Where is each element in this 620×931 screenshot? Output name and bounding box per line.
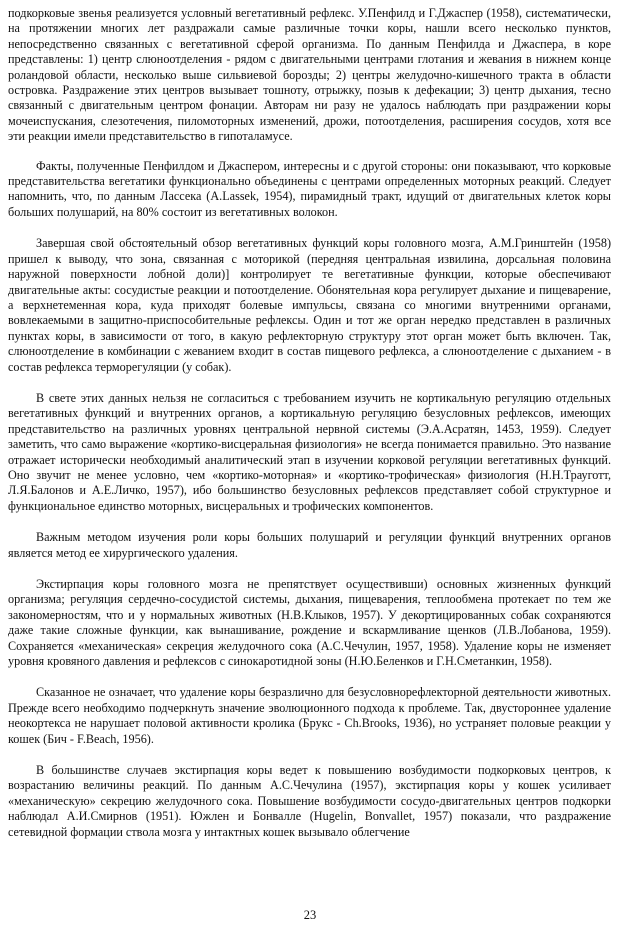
page-number: 23 [303,908,317,922]
paragraph-5: Важным методом изучения роли коры больших полушарий и регуляции функций внутренних органов является метод ее хирургического удаления. [8,530,611,560]
paragraph-8: В большинстве случаев экстирпация коры ведет к повышению возбудимости подкорковых центров, к возрастанию величины реакций. По данным А.С.Чечулина (1957), экстирпация коры у кошек усиливает «механическую» секрецию желудочного сока. Повышение возбудимости сосудо-двигательных центров подкорки наблюдал А.И.Смирнов (1951). Южлен и Бонвалле (Hugelin, Bonvallet, 1957) показали, что раздражение сетевидной формации ствола мозга у интактных кошек вызывало облегчение [8,763,611,839]
paragraph-1: подкорковые звенья реализуется условный вегетативный рефлекс. У.Пенфилд и Г.Джаспер (1958), систематически, на протяжении многих лет раздражали самые различные точки коры, нашли всего несколько пунктов, непосредственно связанных с вегетативной сферой организма. По данным Пенфилда и Джаспера, в коре представлены: 1) центр слюноотделения - рядом с двигательными центрами глотания и жевания в нижнем конце роландовой области, несколько выше сильвиевой борозды; 2) центры желудочно-кишечного тракта в области островка. Раздражение этих центров вызывает тошноту, отрыжку, позыв к дефекации; 3) центр дыхания, тесно связанный с двигательным центром фонации. Авторам ни разу не удалось наблюдать при раздражении коры мочеиспускания, слезотечения, пиломоторных изменений, дрожи, потоотделения, расширения сосудов, хотя все эти реакции имели представительство в гипоталамусе. [8,6,611,144]
paragraph-4: В свете этих данных нельзя не согласиться с требованием изучить не кортикальную регуляцию отдельных вегетативных функций и внутренних органов, а кортикальную регуляцию безусловных рефлексов, имеющих представительство на различных уровнях центральной нервной системы (Э.А.Асратян, 1453, 1959). Следует заметить, что само выражение «кортико-висцеральная физиология» не всегда понимается правильно. Это название отражает исторически необходимый аналитический этап в изучении корковой регуляции вегетативных функций. Оно звучит не менее условно, чем «кортико-моторная» и «кортико-трофическая» физиология (Н.Н.Трауготт, Л.Я.Балонов и А.Е.Личко, 1957), ибо большинство безусловных рефлексов представляет собой структурное и функциональное единство моторных, висцеральных и трофических компонентов. [8,390,611,513]
paragraph-7: Сказанное не означает, что удаление коры безразлично для безусловнорефлекторной деятельности животных. Прежде всего необходимо подчеркнуть значение эволюционного подхода к проблеме. Так, двустороннее удаление неокортекса не нарушает половой активности кролика (Брукс - Ch.Brooks, 1936), но устраняет половые реакции у кошек (Бич - F.Beach, 1956). [8,685,611,746]
paragraph-2: Факты, полученные Пенфилдом и Джаспером, интересны и с другой стороны: они показывают, что корковые представительства вегетатики функционально объединены с центрами определенных моторных реакций. Следует напомнить, что, по данным Лассека (A.Lassek, 1954), пирамидный тракт, идущий от двигательных клеток коры больших полушарий, на 80% состоит из вегетативных волокон. [8,158,611,219]
paragraph-3: Завершая свой обстоятельный обзор вегетативных функций коры головного мозга, А.М.Гринштейн (1958) пришел к выводу, что зона, связанная с моторикой (передняя центральная извилина, дорсальная половина наружной поверхности лобной доли)] контролирует те вегетативные функции, которые обеспечивают двигательные акты: сосудистые реакции и потоотделение. Обонятельная кора регулирует дыхание и пищеварение, а верхнетеменная кора, куда приходят болевые импульсы, связана со многими внутренними органами, вовлекаемыми в защитно-приспособительные рефлексы. Один и тот же орган нередко представлен в различных пунктах коры, в зависимости от того, в какую рефлекторную структуру этот орган может быть включен. Так, слюноотделение в комбинации с жеванием входит в состав пищевого рефлекса, а слюноотделение с дыханием - в состав рефлекса терморегуляции (у собак). [8,236,611,374]
paragraph-6: Экстирпация коры головного мозга не препятствует осуществивши) основных жизненных функций организма; регуляция сердечно-сосудистой системы, дыхания, пищеварения, теплообмена протекает по тем же закономерностям, что и у нормальных животных (Н.В.Клыков, 1957). У декортицированных собак сохраняются даже такие сложные функции, как вынашивание, рождение и вскармливание щенков (Л.В.Лобанова, 1959). Сохраняется «механическая» секреция желудочного сока (А.С.Чечулин, 1957, 1958). Удаление коры не изменяет уровня кровяного давления и рефлексов с синокаротидной зоны (Н.Ю.Беленков и Г.Н.Сметанкин, 1958). [8,577,611,669]
